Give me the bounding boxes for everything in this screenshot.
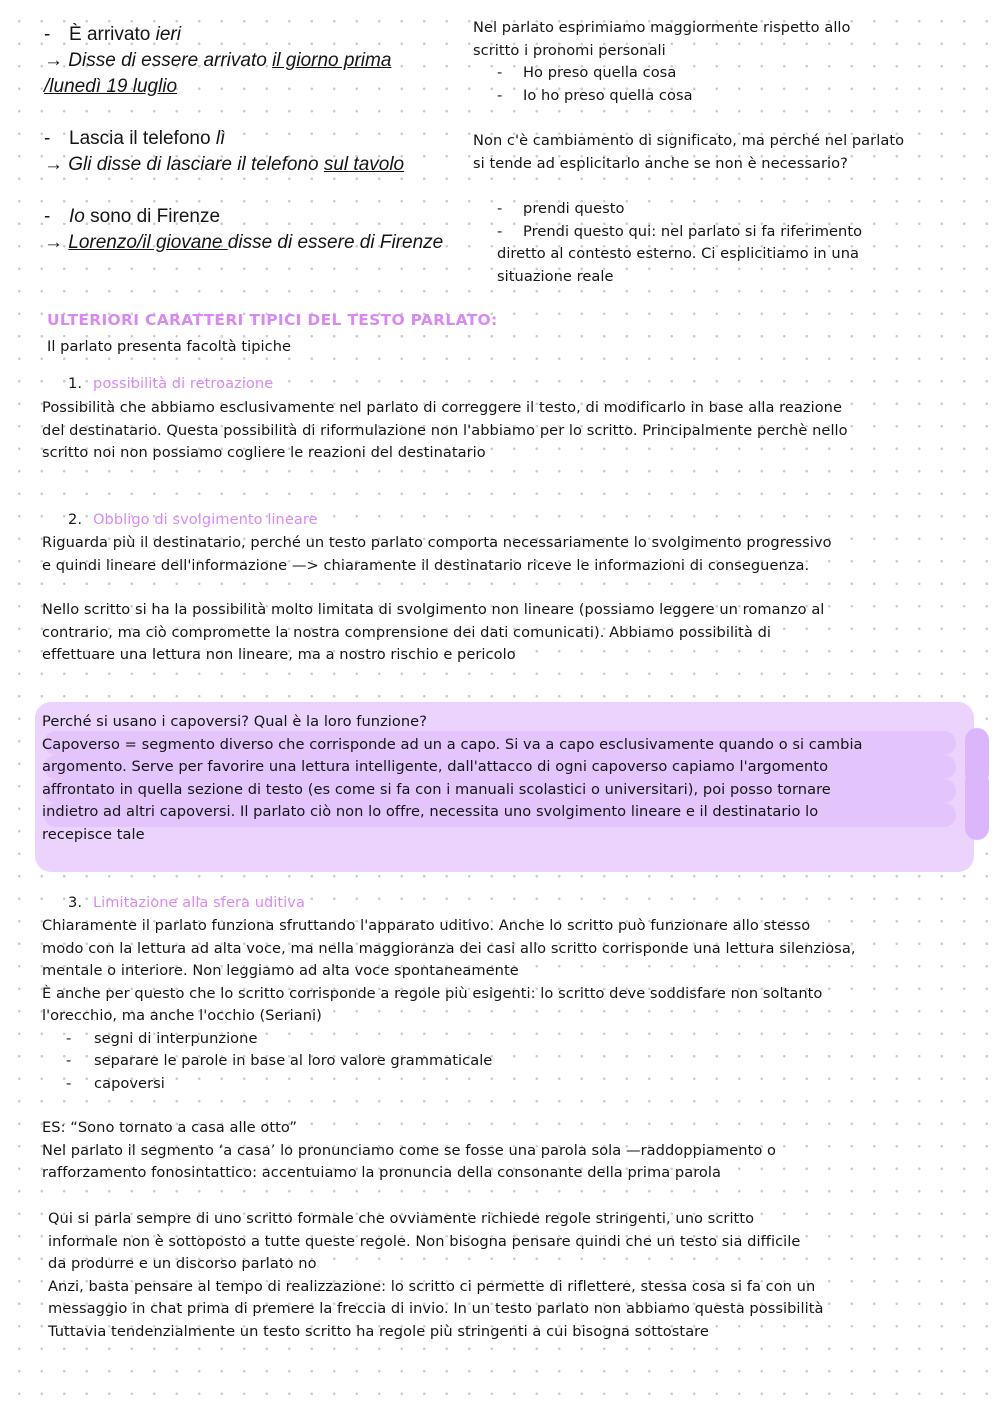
- body-line: mentale o interiore. Non leggiamo ad alta voce spontaneamente: [42, 962, 519, 979]
- right-question: [473, 130, 973, 175]
- body-line: È anche per questo che lo scritto corrisponde a regole più esigenti: lo scritto deve soddisfare non soltanto: [42, 984, 823, 1002]
- question-line: si tende ad esplicitarlo anche se non è necessario?: [473, 154, 848, 172]
- body-line: scritto noi non possiamo cogliere le reazioni del destinatario: [42, 444, 486, 461]
- body-line: informale non è sottoposto a tutte queste regole. Non bisogna pensare quindi che un testo sia difficile: [48, 1232, 801, 1250]
- example-line: → Gli disse di lasciare il telefono sul tavolo: [44, 154, 405, 175]
- pronomi-list-item: - Io ho preso quella cosa: [497, 86, 693, 104]
- section-heading: ULTERIORI CARATTERI TIPICI DEL TESTO PARLATO:: [47, 311, 498, 329]
- body-line: affrontato in quella sezione di testo (es come si fa con i manuali scolastici o universitari), poi posso tornare: [42, 780, 831, 798]
- context-list-item: - Prendi questo qui: nel parlato si fa riferimento: [497, 222, 863, 240]
- body-line: argomento. Serve per favorire una lettura intelligente, dall'attacco di ogni capoverso capiamo l'argomento: [42, 758, 829, 775]
- body-line: recepisce tale: [42, 825, 145, 843]
- example-line: → Lorenzo/il giovane disse di essere di Firenze: [44, 232, 444, 253]
- body-line: Possibilità che abbiamo esclusivamente nel parlato di correggere il testo, di modificarlo in base alla reazione: [42, 399, 843, 416]
- item-3-heading: [68, 892, 305, 915]
- body-line: contrario, ma ciò compromette la nostra comprensione dei dati comunicati). Abbiamo possibilità di: [42, 623, 772, 641]
- final-paragraph: [48, 1208, 978, 1343]
- body-line: messaggio in chat prima di premere la freccia di invio. In un testo parlato non abbiamo questa possibilità: [48, 1300, 824, 1317]
- item-2-body: [42, 532, 982, 577]
- body-line: del destinatario. Questa possibilità di riformulazione non l'abbiamo per lo scritto. Principalmente perchè nello: [42, 421, 848, 439]
- item-title: Obbligo di svolgimento lineare: [93, 511, 318, 528]
- item-number: 2.: [68, 511, 83, 528]
- body-line: Nel parlato il segmento ‘a casa’ lo pronunciamo come se fosse una parola sola —raddoppiamento o: [42, 1141, 776, 1159]
- body-line: Capoverso = segmento diverso che corrisponde ad un a capo. Si va a capo esclusivamente quando o si cambia: [42, 735, 863, 753]
- example-block: [42, 1117, 982, 1185]
- item-title: Limitazione alla sfera uditiva: [93, 894, 305, 911]
- discorso-indiretto-examples: [44, 22, 469, 282]
- item-2-para2: [42, 599, 982, 667]
- body-line: modo con la lettura ad alta voce, ma nella maggioranza dei casi allo scritto corrisponde una lettura silenziosa,: [42, 939, 856, 957]
- list-item: - separare le parole in base al loro valore grammaticale: [66, 1052, 493, 1069]
- capoverso-text: [42, 711, 962, 846]
- right-column-notes: [473, 17, 973, 107]
- highlighter-stroke: [965, 770, 989, 840]
- body-line: Chiaramente il parlato funziona sfruttando l'apparato uditivo. Anche lo scritto può funzionare allo stesso: [42, 917, 811, 934]
- example-telefono: [44, 126, 469, 178]
- context-cont-line: diretto al contesto esterno. Ci esplicitiamo in una: [497, 245, 859, 262]
- example-line: - Lascia il telefono lì: [44, 128, 226, 149]
- right-context-list: [497, 198, 977, 288]
- item-number: 1.: [68, 375, 83, 392]
- body-line: indietro ad altri capoversi. Il parlato ciò non lo offre, necessita uno svolgimento lineare e il destinatario lo: [42, 803, 819, 820]
- body-line: Qui si parla sempre di uno scritto formale che ovviamente richiede regole stringenti, uno scritto: [48, 1210, 755, 1227]
- pronomi-list-item: - Ho preso quella cosa: [497, 64, 677, 81]
- example-line: → Disse di essere arrivato il giorno prima: [44, 50, 392, 71]
- body-line: Nello scritto si ha la possibilità molto limitata di svolgimento non lineare (possiamo leggere un romanzo al: [42, 601, 825, 618]
- body-line: Perché si usano i capoversi? Qual è la loro funzione?: [42, 713, 428, 730]
- item-1-body: [42, 397, 982, 465]
- item-3-body: [42, 915, 987, 1095]
- pronomi-intro-line: scritto i pronomi personali: [473, 41, 666, 59]
- body-line: da produrre e un discorso parlato no: [48, 1255, 317, 1272]
- section-intro: Il parlato presenta facoltà tipiche: [47, 338, 292, 355]
- body-line: e quindi lineare dell'informazione —> chiaramente il destinatario riceve le informazioni di conseguenza.: [42, 556, 810, 574]
- pronomi-intro-line: Nel parlato esprimiamo maggiormente rispetto allo: [473, 19, 851, 36]
- list-item: - capoversi: [66, 1074, 165, 1092]
- body-line: ES: “Sono tornato a casa alle otto”: [42, 1119, 297, 1136]
- body-line: Riguarda più il destinatario, perché un testo parlato comporta necessariamente lo svolgimento progressivo: [42, 534, 832, 551]
- body-line: Tuttavia tendenzialmente un testo scritto ha regole più stringenti a cui bisogna sottostare: [48, 1322, 709, 1340]
- item-1-heading: [68, 373, 273, 396]
- item-number: 3.: [68, 894, 83, 911]
- context-list-item: - prendi questo: [497, 200, 625, 217]
- example-line: - Io sono di Firenze: [44, 206, 221, 227]
- body-line: rafforzamento fonosintattico: accentuiamo la pronuncia della consonante della prima parola: [42, 1164, 722, 1181]
- example-line: /lunedì 19 luglio: [44, 76, 178, 97]
- body-line: effettuare una lettura non lineare, ma a nostro rischio e pericolo: [42, 646, 516, 663]
- question-line: Non c'è cambiamento di significato, ma perché nel parlato: [473, 132, 905, 149]
- example-arrivato: [44, 22, 469, 100]
- example-firenze: [44, 204, 469, 256]
- example-line: - È arrivato ieri: [44, 24, 181, 45]
- context-cont-line: situazione reale: [497, 267, 614, 285]
- body-line: Anzi, basta pensare al tempo di realizzazione: lo scritto ci permette di riflettere, stessa cosa si fa con un: [48, 1277, 816, 1295]
- list-item: - segni di interpunzione: [66, 1029, 258, 1047]
- item-2-heading: [68, 509, 318, 532]
- item-title: possibilità di retroazione: [93, 375, 274, 392]
- body-line: l'orecchio, ma anche l'occhio (Seriani): [42, 1007, 322, 1024]
